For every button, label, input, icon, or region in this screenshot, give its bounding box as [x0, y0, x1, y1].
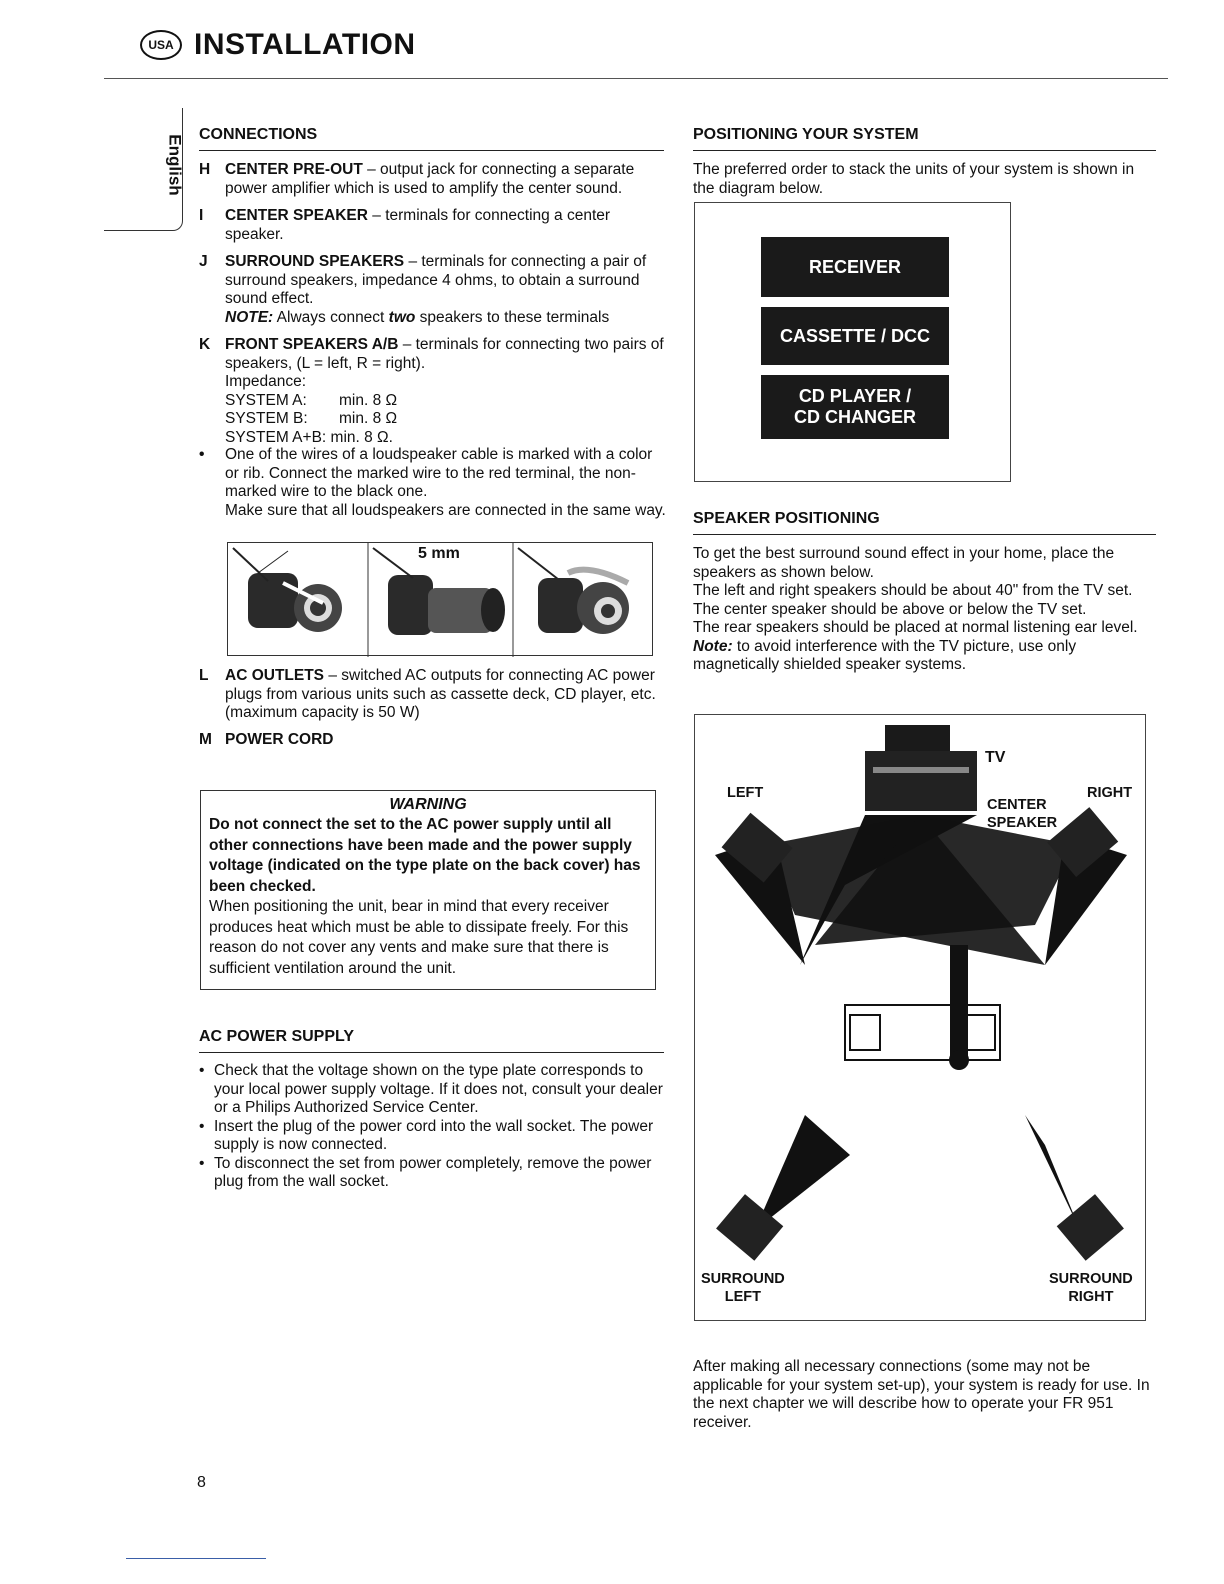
page-header	[140, 28, 416, 62]
item-letter: K	[199, 336, 211, 353]
note-text: speakers to these terminals	[415, 308, 610, 326]
item-letter: L	[199, 667, 209, 684]
surround-label-line: SURROUND	[701, 1271, 785, 1287]
footer-rule	[126, 1558, 266, 1559]
cassette-unit	[761, 307, 949, 365]
surround-label-line: RIGHT	[1068, 1289, 1114, 1305]
impedance-label: Impedance:	[225, 373, 306, 390]
bullet-text: Check that the voltage shown on the type plate corresponds to your local power supply voltage. If it does not, consult your dealer or a Philips Authorized Service Center.	[214, 1062, 663, 1116]
bullet-text: Insert the plug of the power cord into the wall socket. The power supply is now connected.	[214, 1117, 654, 1153]
wire-strip-label: 5 mm	[418, 545, 460, 562]
item-term: POWER CORD	[225, 731, 334, 748]
item-k	[199, 336, 669, 447]
tv-icon	[865, 751, 977, 811]
item-text: – terminals for connecting a pair of surround speakers, impedance 4 ohms, to obtain a surround sound effect.	[225, 253, 647, 307]
language-tab	[160, 120, 190, 210]
warning-bold-text: Do not connect the set to the AC power supply until all other connections have been made and the power supply voltage (indicated on the type plate on the back cover) has been checked.	[209, 816, 641, 895]
unit-label: CASSETTE / DCC	[779, 325, 930, 346]
item-text: – terminals for connecting two pairs of speakers, (L = left, R = right).	[225, 336, 664, 372]
impedance-row	[225, 429, 669, 448]
impedance-row	[225, 410, 669, 429]
item-text: – output jack for connecting a separate power amplifier which is used to amplify the center sound.	[225, 161, 635, 197]
impedance-row	[225, 392, 669, 411]
item-term: CENTER SPEAKER	[225, 207, 368, 224]
speaker-positioning-text	[693, 545, 1159, 675]
surround-label-line: SURROUND	[1049, 1271, 1133, 1287]
warning-title: WARNING	[389, 796, 467, 813]
page-number: 8	[197, 1474, 206, 1491]
center-speaker-label	[987, 796, 1057, 832]
left-label: LEFT	[727, 785, 764, 801]
receiver-unit	[761, 237, 949, 297]
surround-right-label	[1049, 1270, 1133, 1306]
sound-cone	[755, 1115, 850, 1230]
stack-diagram	[694, 202, 1011, 482]
tv-label: TV	[985, 749, 1006, 766]
system-name: SYSTEM A:	[225, 391, 307, 409]
item-term: FRONT SPEAKERS A/B	[225, 336, 399, 353]
system-value: min. 8 Ω.	[330, 428, 393, 446]
right-label: RIGHT	[1087, 785, 1133, 801]
note-emphasis: two	[388, 308, 416, 326]
ac-power-heading: AC POWER SUPPLY	[199, 1028, 664, 1053]
speaker-positioning-heading: SPEAKER POSITIONING	[693, 510, 1156, 535]
ac-power-list	[199, 1062, 665, 1192]
list-item: • Check that the voltage shown on the type plate corresponds to your local power supply voltage. If it does not, consult your dealer or a Philips Authorized Service Center.	[199, 1062, 663, 1116]
sound-cone	[1025, 1115, 1080, 1230]
item-term: CENTER PRE-OUT	[225, 161, 363, 178]
item-letter: H	[199, 161, 211, 178]
item-term: AC OUTLETS	[225, 667, 325, 684]
item-i	[199, 207, 669, 244]
note-label: NOTE:	[225, 308, 274, 326]
center-label-line: SPEAKER	[987, 815, 1058, 831]
bullet: •	[199, 446, 205, 463]
bullet-cable-marking	[199, 446, 669, 520]
item-l	[199, 667, 669, 723]
center-label-line: CENTER	[987, 797, 1047, 813]
surround-left-label	[701, 1270, 785, 1306]
warning-box	[200, 790, 656, 990]
item-letter: I	[199, 207, 204, 224]
item-j	[199, 253, 669, 327]
terminal-icon	[248, 573, 342, 632]
item-h	[199, 161, 669, 198]
listener-icon	[950, 945, 968, 1060]
item-text: – switched AC outputs for connecting AC power plugs from various units such as cassette deck, CD player, etc. (maximum capacity is 50 W)	[225, 667, 656, 721]
warning-text: When positioning the unit, bear in mind that every receiver produces heat which must be able to dissipate freely. For this reason do not cover any vents and make sure that there is sufficient ventilation around the unit.	[209, 898, 629, 977]
item-text: One of the wires of a loudspeaker cable is marked with a color or rib. Connect the marked wire to the red terminal, the non-marked wire to the black one.	[225, 446, 653, 500]
header-rule	[104, 78, 1168, 79]
note-line	[693, 638, 1159, 675]
paragraph-line: The center speaker should be above or below the TV set.	[693, 600, 1087, 618]
item-text: – terminals for connecting a center speaker.	[225, 207, 611, 243]
note-text: Always connect	[273, 308, 389, 326]
terminal-icon	[518, 548, 629, 634]
item-text: Make sure that all loudspeakers are connected in the same way.	[225, 501, 666, 519]
speaker-layout-diagram	[694, 714, 1146, 1321]
speaker-layout-graphic	[695, 715, 1147, 1322]
item-letter: M	[199, 731, 212, 748]
list-item: • To disconnect the set from power completely, remove the power plug from the wall socket.	[199, 1154, 652, 1190]
item-letter: J	[199, 253, 208, 270]
paragraph-line: The rear speakers should be placed at normal listening ear level.	[693, 619, 1138, 636]
paragraph-line: To get the best surround sound effect in your home, place the speakers as shown below.	[693, 545, 1115, 581]
connections-heading: CONNECTIONS	[199, 126, 664, 151]
language-label: English	[166, 134, 185, 196]
system-value: min. 8 Ω	[339, 391, 398, 409]
bullet-text: To disconnect the set from power completely, remove the power plug from the wall socket.	[214, 1154, 652, 1190]
note-text: to avoid interference with the TV picture, use only magnetically shielded speaker systems.	[693, 637, 1077, 673]
note-label: Note:	[693, 637, 733, 655]
unit-label: CD CHANGER	[793, 407, 916, 427]
paragraph-line: The left and right speakers should be about 40" from the TV set.	[693, 582, 1133, 599]
positioning-text: The preferred order to stack the units of your system is shown in the diagram below.	[693, 161, 1135, 197]
tv-icon	[885, 725, 950, 755]
item-m	[199, 731, 669, 750]
system-value: min. 8 Ω	[339, 410, 398, 427]
positioning-heading: POSITIONING YOUR SYSTEM	[693, 126, 1156, 151]
page-title: INSTALLATION	[194, 28, 416, 61]
speaker-icon	[1057, 1194, 1124, 1261]
system-name: SYSTEM B:	[225, 410, 308, 427]
surround-label-line: LEFT	[724, 1289, 762, 1305]
unit-label: CD PLAYER /	[798, 386, 912, 406]
list-item: • Insert the plug of the power cord into the wall socket. The power supply is now connected.	[199, 1117, 654, 1153]
wire-connection-illustration	[227, 542, 653, 656]
item-term: SURROUND SPEAKERS	[225, 253, 405, 270]
unit-label: RECEIVER	[808, 256, 902, 277]
closing-paragraph: After making all necessary connections (some may not be applicable for your system set-up), your system is ready for use. In the next chapter we will describe how to operate your FR 951 receiver.	[693, 1358, 1150, 1431]
cd-unit	[761, 375, 949, 439]
region-badge: USA	[140, 30, 182, 60]
system-name: SYSTEM A+B:	[225, 428, 327, 446]
